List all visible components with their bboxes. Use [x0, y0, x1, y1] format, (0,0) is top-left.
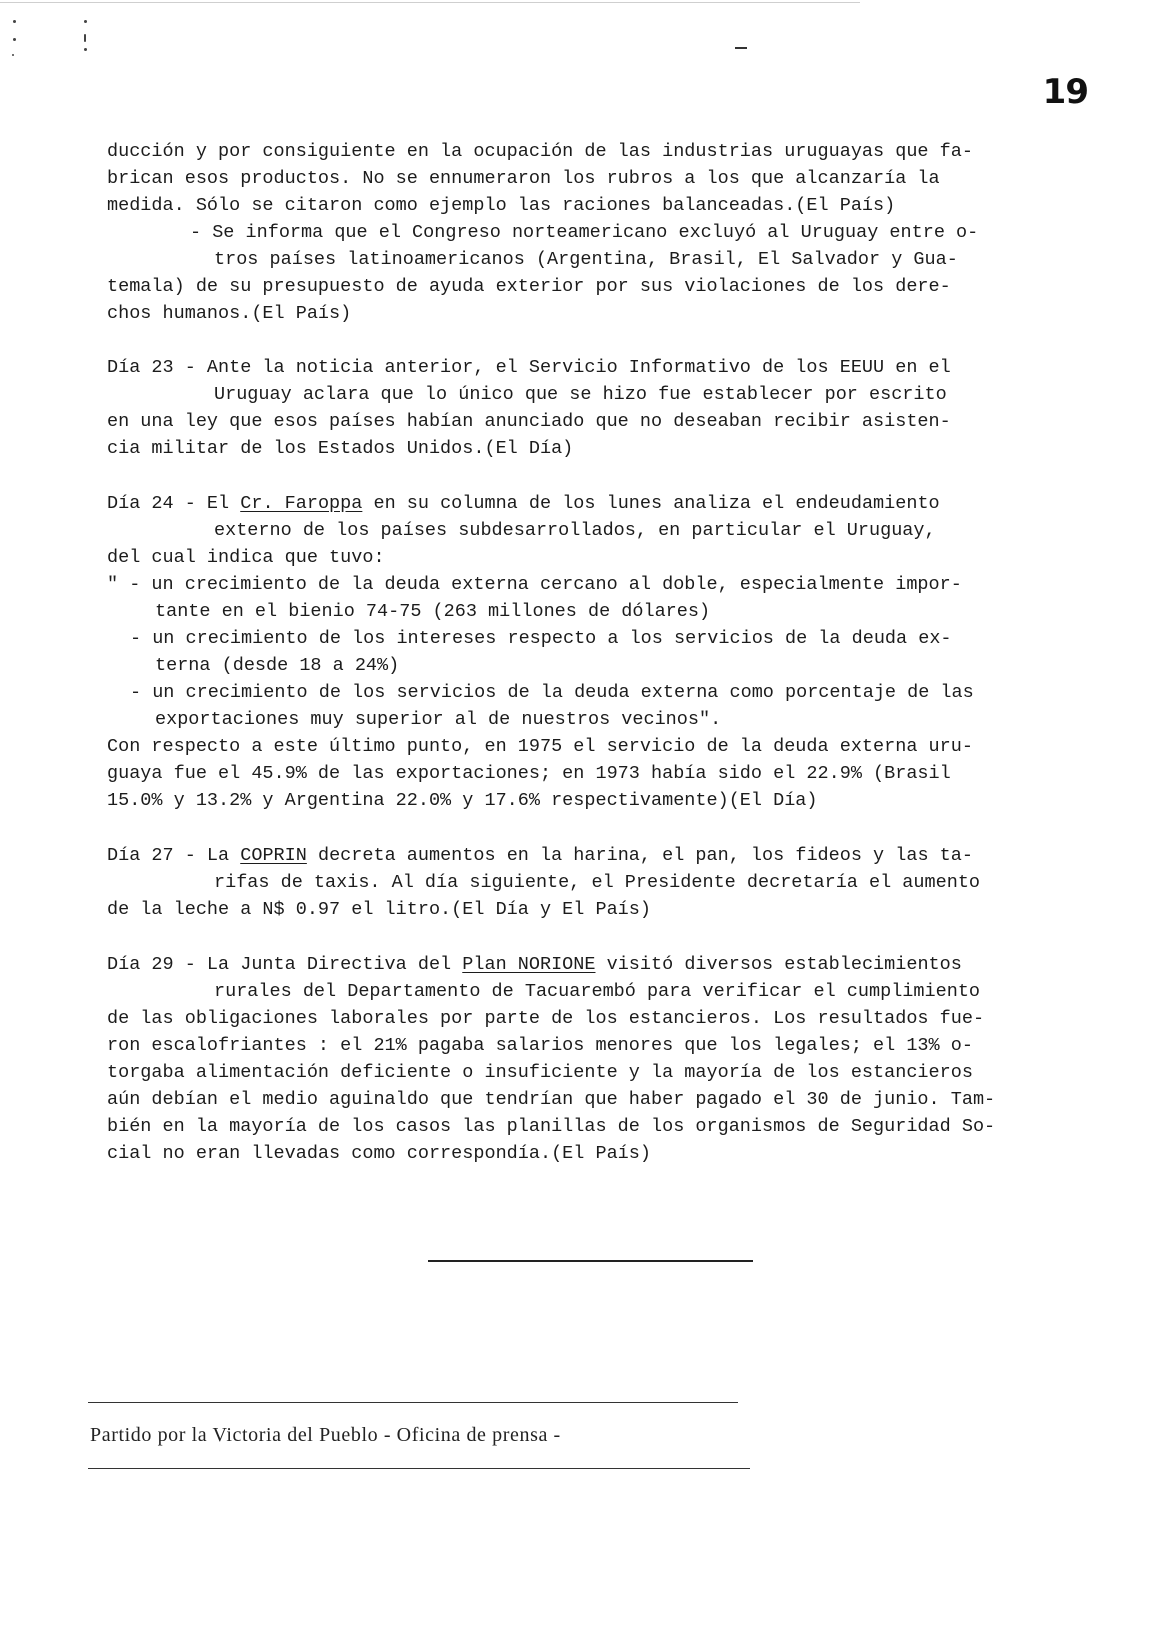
page-top-edge [0, 2, 860, 3]
text-line: - un crecimiento de los intereses respecto a los servicios de la deuda ex- [130, 628, 952, 649]
text-line: 15.0% y 13.2% y Argentina 22.0% y 17.6% respectivamente)(El Día) [107, 790, 818, 811]
text-line: Uruguay aclara que lo único que se hizo fue establecer por escrito [214, 384, 947, 405]
text-line: ron escalofriantes : el 21% pagaba salarios menores que los legales; el 13% o- [107, 1035, 973, 1056]
text-line: rurales del Departamento de Tacuarembó para verificar el cumplimiento [214, 981, 981, 1002]
footer-rule-bottom [88, 1468, 750, 1469]
text-segment: visitó diversos establecimientos [595, 954, 962, 975]
section-separator [428, 1260, 753, 1262]
text-segment: Día 29 - La Junta Directiva del [107, 954, 463, 975]
text-segment: en su columna de los lunes analiza el endeudamiento [362, 493, 940, 514]
text-line: chos humanos.(El País) [107, 303, 352, 324]
text-line: terna (desde 18 a 24%) [155, 655, 400, 676]
entry-dia-27 [107, 846, 973, 866]
text-line: de las obligaciones laborales por parte de los estancieros. Los resultados fue- [107, 1008, 985, 1029]
text-segment: Día 24 - El [107, 493, 241, 514]
text-segment: decreta aumentos en la harina, el pan, los fideos y las ta- [306, 845, 973, 866]
text-line: - Se informa que el Congreso norteamericano excluyó al Uruguay entre o- [190, 222, 979, 243]
text-line: tante en el bienio 74-75 (263 millones de dólares) [155, 601, 711, 622]
text-line: cia militar de los Estados Unidos.(El Día) [107, 438, 574, 459]
underlined-name: Plan NORIONE [462, 954, 596, 975]
entry-dia-24 [107, 494, 940, 514]
underlined-name: Cr. Faroppa [240, 493, 363, 514]
text-line: cial no eran llevadas como correspondía.(El País) [107, 1143, 651, 1164]
text-line: en una ley que esos países habían anunciado que no deseaban recibir asisten- [107, 411, 951, 432]
text-line: torgaba alimentación deficiente o insuficiente y la mayoría de los estancieros [107, 1062, 973, 1083]
text-line: externo de los países subdesarrollados, en particular el Uruguay, [214, 520, 936, 541]
scan-mark [735, 47, 747, 49]
text-segment: Día 27 - La [107, 845, 241, 866]
page-number: 19 [1042, 72, 1088, 112]
text-line: " - un crecimiento de la deuda externa cercano al doble, especialmente impor- [107, 574, 962, 595]
footer-rule-top [88, 1402, 738, 1403]
text-line: del cual indica que tuvo: [107, 547, 385, 568]
text-line: de la leche a N$ 0.97 el litro.(El Día y El País) [107, 899, 651, 920]
text-line: aún debían el medio aguinaldo que tendrían que haber pagado el 30 de junio. Tam- [107, 1089, 996, 1110]
text-line: tros países latinoamericanos (Argentina, Brasil, El Salvador y Gua- [214, 249, 958, 270]
scan-specks [8, 18, 98, 68]
text-line: brican esos productos. No se ennumeraron los rubros a los que alcanzaría la [107, 168, 940, 189]
text-line: rifas de taxis. Al día siguiente, el Presidente decretaría el aumento [214, 872, 981, 893]
text-line: guaya fue el 45.9% de las exportaciones; en 1973 había sido el 22.9% (Brasil [107, 763, 951, 784]
footer-text: Partido por la Victoria del Pueblo - Oficina de prensa - [90, 1424, 561, 1446]
text-line: bién en la mayoría de los casos las planillas de los organismos de Seguridad So- [107, 1116, 996, 1137]
underlined-name: COPRIN [240, 845, 307, 866]
text-line: medida. Sólo se citaron como ejemplo las raciones balanceadas.(El País) [107, 195, 896, 216]
text-line: - un crecimiento de los servicios de la deuda externa como porcentaje de las [130, 682, 974, 703]
text-line: ducción y por consiguiente en la ocupación de las industrias uruguayas que fa- [107, 141, 973, 162]
text-line: temala) de su presupuesto de ayuda exterior por sus violaciones de los dere- [107, 276, 951, 297]
entry-dia-29 [107, 955, 962, 975]
entry-dia-23: Día 23 - Ante la noticia anterior, el Servicio Informativo de los EEUU en el [107, 357, 951, 378]
text-line: Con respecto a este último punto, en 1975 el servicio de la deuda externa uru- [107, 736, 973, 757]
text-line: exportaciones muy superior al de nuestros vecinos". [155, 709, 722, 730]
